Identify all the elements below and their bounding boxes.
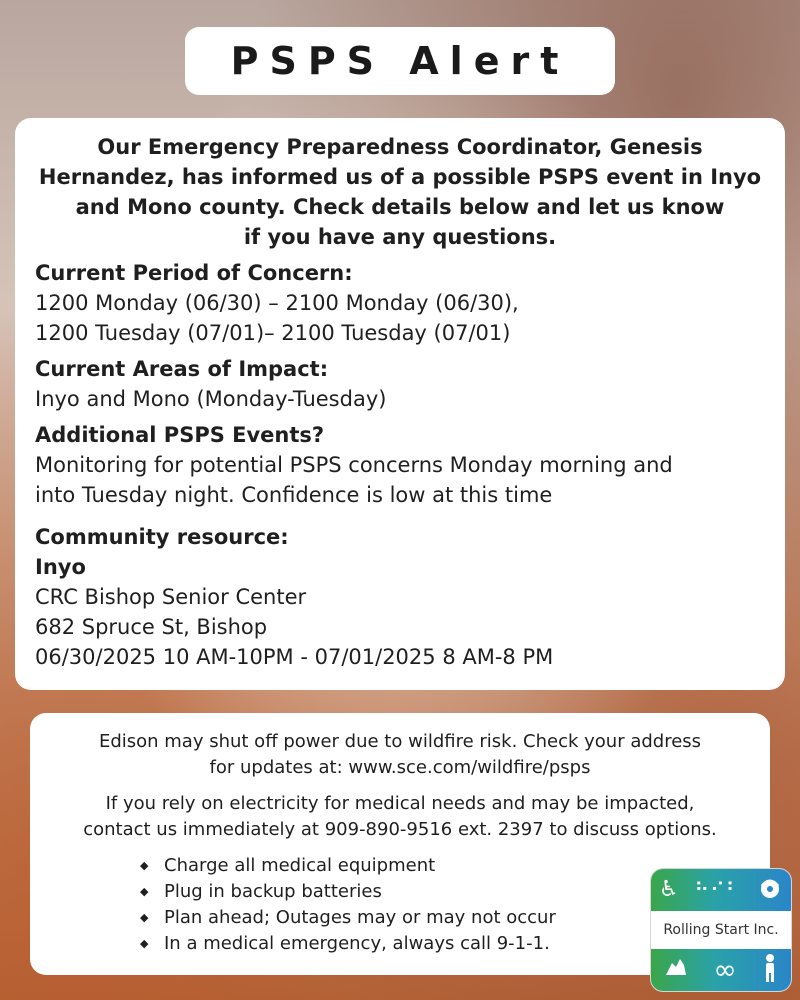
period-heading: Current Period of Concern: xyxy=(35,261,353,285)
medical-notice xyxy=(40,791,760,843)
person-icon xyxy=(760,953,780,987)
edison-notice xyxy=(40,729,760,781)
areas-line: Inyo and Mono (Monday-Tuesday) xyxy=(35,387,387,411)
hearing-icon xyxy=(757,875,783,905)
intro-line: and Mono county. Check details below and let us know xyxy=(75,195,725,219)
tip-text: Charge all medical equipment xyxy=(164,855,436,876)
intro-line: Hernandez, has informed us of a possible PSPS event in Inyo xyxy=(38,165,762,189)
tip-text: In a medical emergency, always call 9-1-1. xyxy=(164,933,550,954)
rolling-start-logo xyxy=(651,869,791,991)
intro-paragraph xyxy=(35,132,765,252)
resource-name: CRC Bishop Senior Center xyxy=(35,585,307,609)
additional-line: into Tuesday night. Confidence is low at this time xyxy=(35,483,553,507)
additional-line: Monitoring for potential PSPS concerns Monday morning and xyxy=(35,453,673,477)
logo-top-band xyxy=(651,869,791,911)
period-line: 1200 Tuesday (07/01)– 2100 Tuesday (07/01) xyxy=(35,321,511,345)
resource-hours: 06/30/2025 10 AM-10PM - 07/01/2025 8 AM-8 PM xyxy=(35,645,554,669)
additional-heading: Additional PSPS Events? xyxy=(35,423,325,447)
intro-line: Our Emergency Preparedness Coordinator, Genesis xyxy=(97,135,703,159)
title-banner xyxy=(185,27,615,95)
resource-county: Inyo xyxy=(35,555,86,579)
diamond-bullet-icon: ◆ xyxy=(140,885,149,898)
resource-heading: Community resource: xyxy=(35,525,289,549)
resource-address: 682 Spruce St, Bishop xyxy=(35,615,268,639)
wheelchair-icon: ♿ xyxy=(658,877,679,902)
braille-icon: ⠓⠊⠃ xyxy=(694,878,742,902)
logo-text: Rolling Start Inc. xyxy=(663,922,779,938)
diamond-bullet-icon: ◆ xyxy=(140,911,149,924)
edison-line: for updates at: www.sce.com/wildfire/psps xyxy=(209,757,591,778)
areas-heading: Current Areas of Impact: xyxy=(35,357,329,381)
tip-text: Plan ahead; Outages may or may not occur xyxy=(164,907,556,928)
diamond-bullet-icon: ◆ xyxy=(140,859,149,872)
infinity-icon: ∞ xyxy=(713,953,737,986)
tip-text: Plug in backup batteries xyxy=(164,881,382,902)
edison-line: Edison may shut off power due to wildfire risk. Check your address xyxy=(98,731,702,752)
period-line: 1200 Monday (06/30) – 2100 Monday (06/30), xyxy=(35,291,519,315)
sign-language-icon xyxy=(662,955,690,985)
diamond-bullet-icon: ◆ xyxy=(140,937,149,950)
medical-line: contact us immediately at 909-890-9516 ext. 2397 to discuss options. xyxy=(83,819,717,840)
intro-line: if you have any questions. xyxy=(243,225,557,249)
medical-line: If you rely on electricity for medical needs and may be impacted, xyxy=(105,793,695,814)
page-title: PSPS Alert xyxy=(230,39,570,83)
alert-details-card xyxy=(15,118,785,690)
logo-bottom-band xyxy=(651,949,791,991)
